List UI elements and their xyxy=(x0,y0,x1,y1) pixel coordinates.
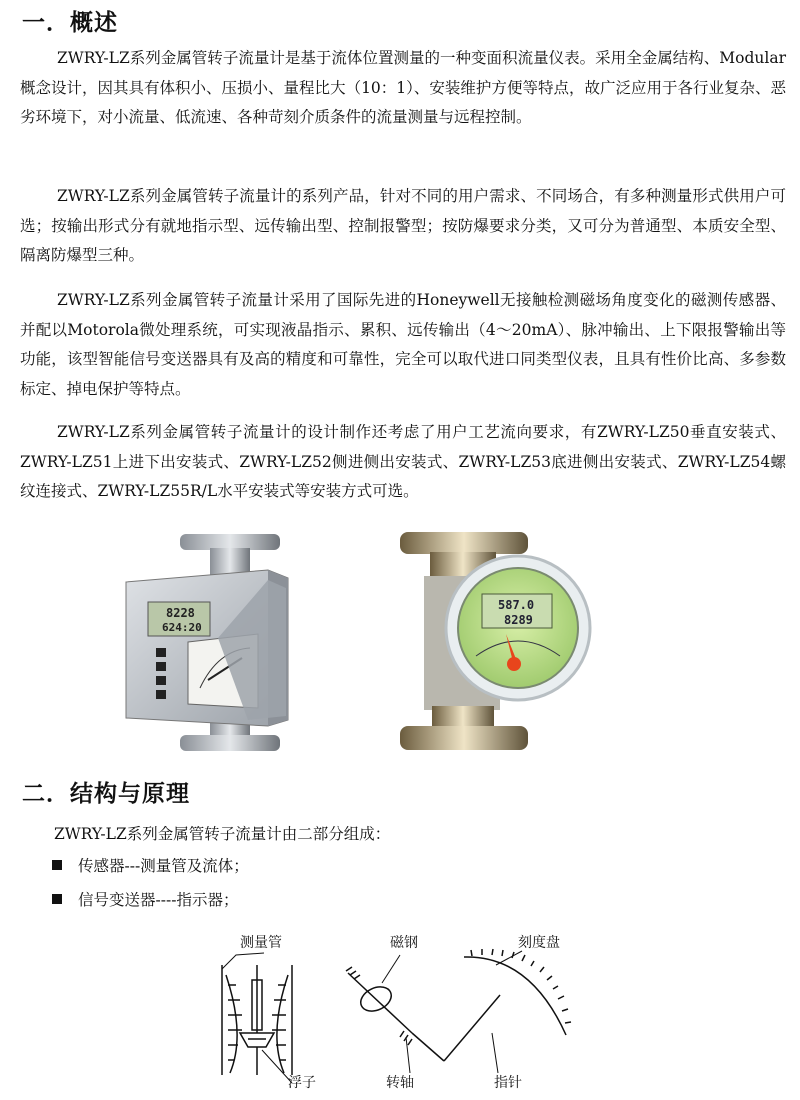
label-float: 浮子 xyxy=(288,1075,316,1091)
intro-paragraph-3: ZWRY-LZ系列金属管转子流量计采用了国际先进的Honeywell无接触检测磁场角度变化的磁测传感器、并配以Motorola微处理系统，可实现液晶指示、累积、远传输出（4～20mA）、脉冲输出、上下限报警输出等功能，该型智能信号变送器具有及高的精度和可靠性，完全可以取代进口同类型仪表，且具有性价比高、多参数标定、掉电保护等特点。 xyxy=(20,291,786,398)
right-display-line2: 8289 xyxy=(504,613,533,627)
magnet-steel xyxy=(346,967,412,1033)
label-dial: 刻度盘 xyxy=(518,935,560,951)
dial-scale xyxy=(464,949,571,1035)
left-display-line1: 8228 xyxy=(166,606,195,620)
square-bullet-icon xyxy=(52,894,62,904)
intro-paragraph-2: ZWRY-LZ系列金属管转子流量计的系列产品，针对不同的用户需求、不同场合，有多种测量形式供用户可选；按输出形式分有就地指示型、远传输出型、控制报警型；按防爆要求分类，又可分为普通型、本质安全型、隔离防爆型三种。 xyxy=(20,187,786,264)
structure-diagram xyxy=(200,925,600,1100)
label-shaft: 转轴 xyxy=(386,1075,414,1091)
section1-heading: 一．概述 xyxy=(22,10,118,36)
rotating-shaft xyxy=(400,995,500,1061)
flowmeter-photo-right xyxy=(394,528,594,758)
label-pointer: 指针 xyxy=(494,1075,522,1091)
flowmeter-photo-left xyxy=(118,530,308,755)
float xyxy=(240,965,274,1075)
label-measuring-tube: 测量管 xyxy=(240,935,282,951)
composition-intro: ZWRY-LZ系列金属管转子流量计由二部分组成： xyxy=(54,825,391,843)
section2-heading: 二．结构与原理 xyxy=(22,781,190,807)
square-bullet-icon xyxy=(52,860,62,870)
intro-paragraph-1: ZWRY-LZ系列金属管转子流量计是基于流体位置测量的一种变面积流量仪表。采用全金属结构、Modular概念设计，因其具有体积小、压损小、量程比大（10：1）、安装维护方便等特点，故广泛应用于各行业复杂、恶劣环境下，对小流量、低流速、各种苛刻介质条件的流量测量与远程控制。 xyxy=(20,49,786,126)
panel-button-1 xyxy=(156,648,166,657)
bullet-item-1: 传感器---测量管及流体； xyxy=(52,854,249,878)
left-display-line2: 624:20 xyxy=(162,621,202,634)
panel-button-2 xyxy=(156,662,166,671)
right-display-line1: 587.0 xyxy=(498,598,535,612)
bullet-item-2: 信号变送器----指示器； xyxy=(52,888,238,912)
intro-paragraph-4: ZWRY-LZ系列金属管转子流量计的设计制作还考虑了用户工艺流向要求，有ZWRY-LZ50垂直安装式、ZWRY-LZ51上进下出安装式、ZWRY-LZ52侧进侧出安装式、ZWRY-LZ53底进侧出安装式、ZWRY-LZ54螺纹连接式、ZWRY-LZ55R/L水平安装式等安装方式可选。 xyxy=(20,423,786,500)
panel-button-4 xyxy=(156,690,166,699)
panel-button-3 xyxy=(156,676,166,685)
label-magnet-steel: 磁钢 xyxy=(390,935,418,951)
